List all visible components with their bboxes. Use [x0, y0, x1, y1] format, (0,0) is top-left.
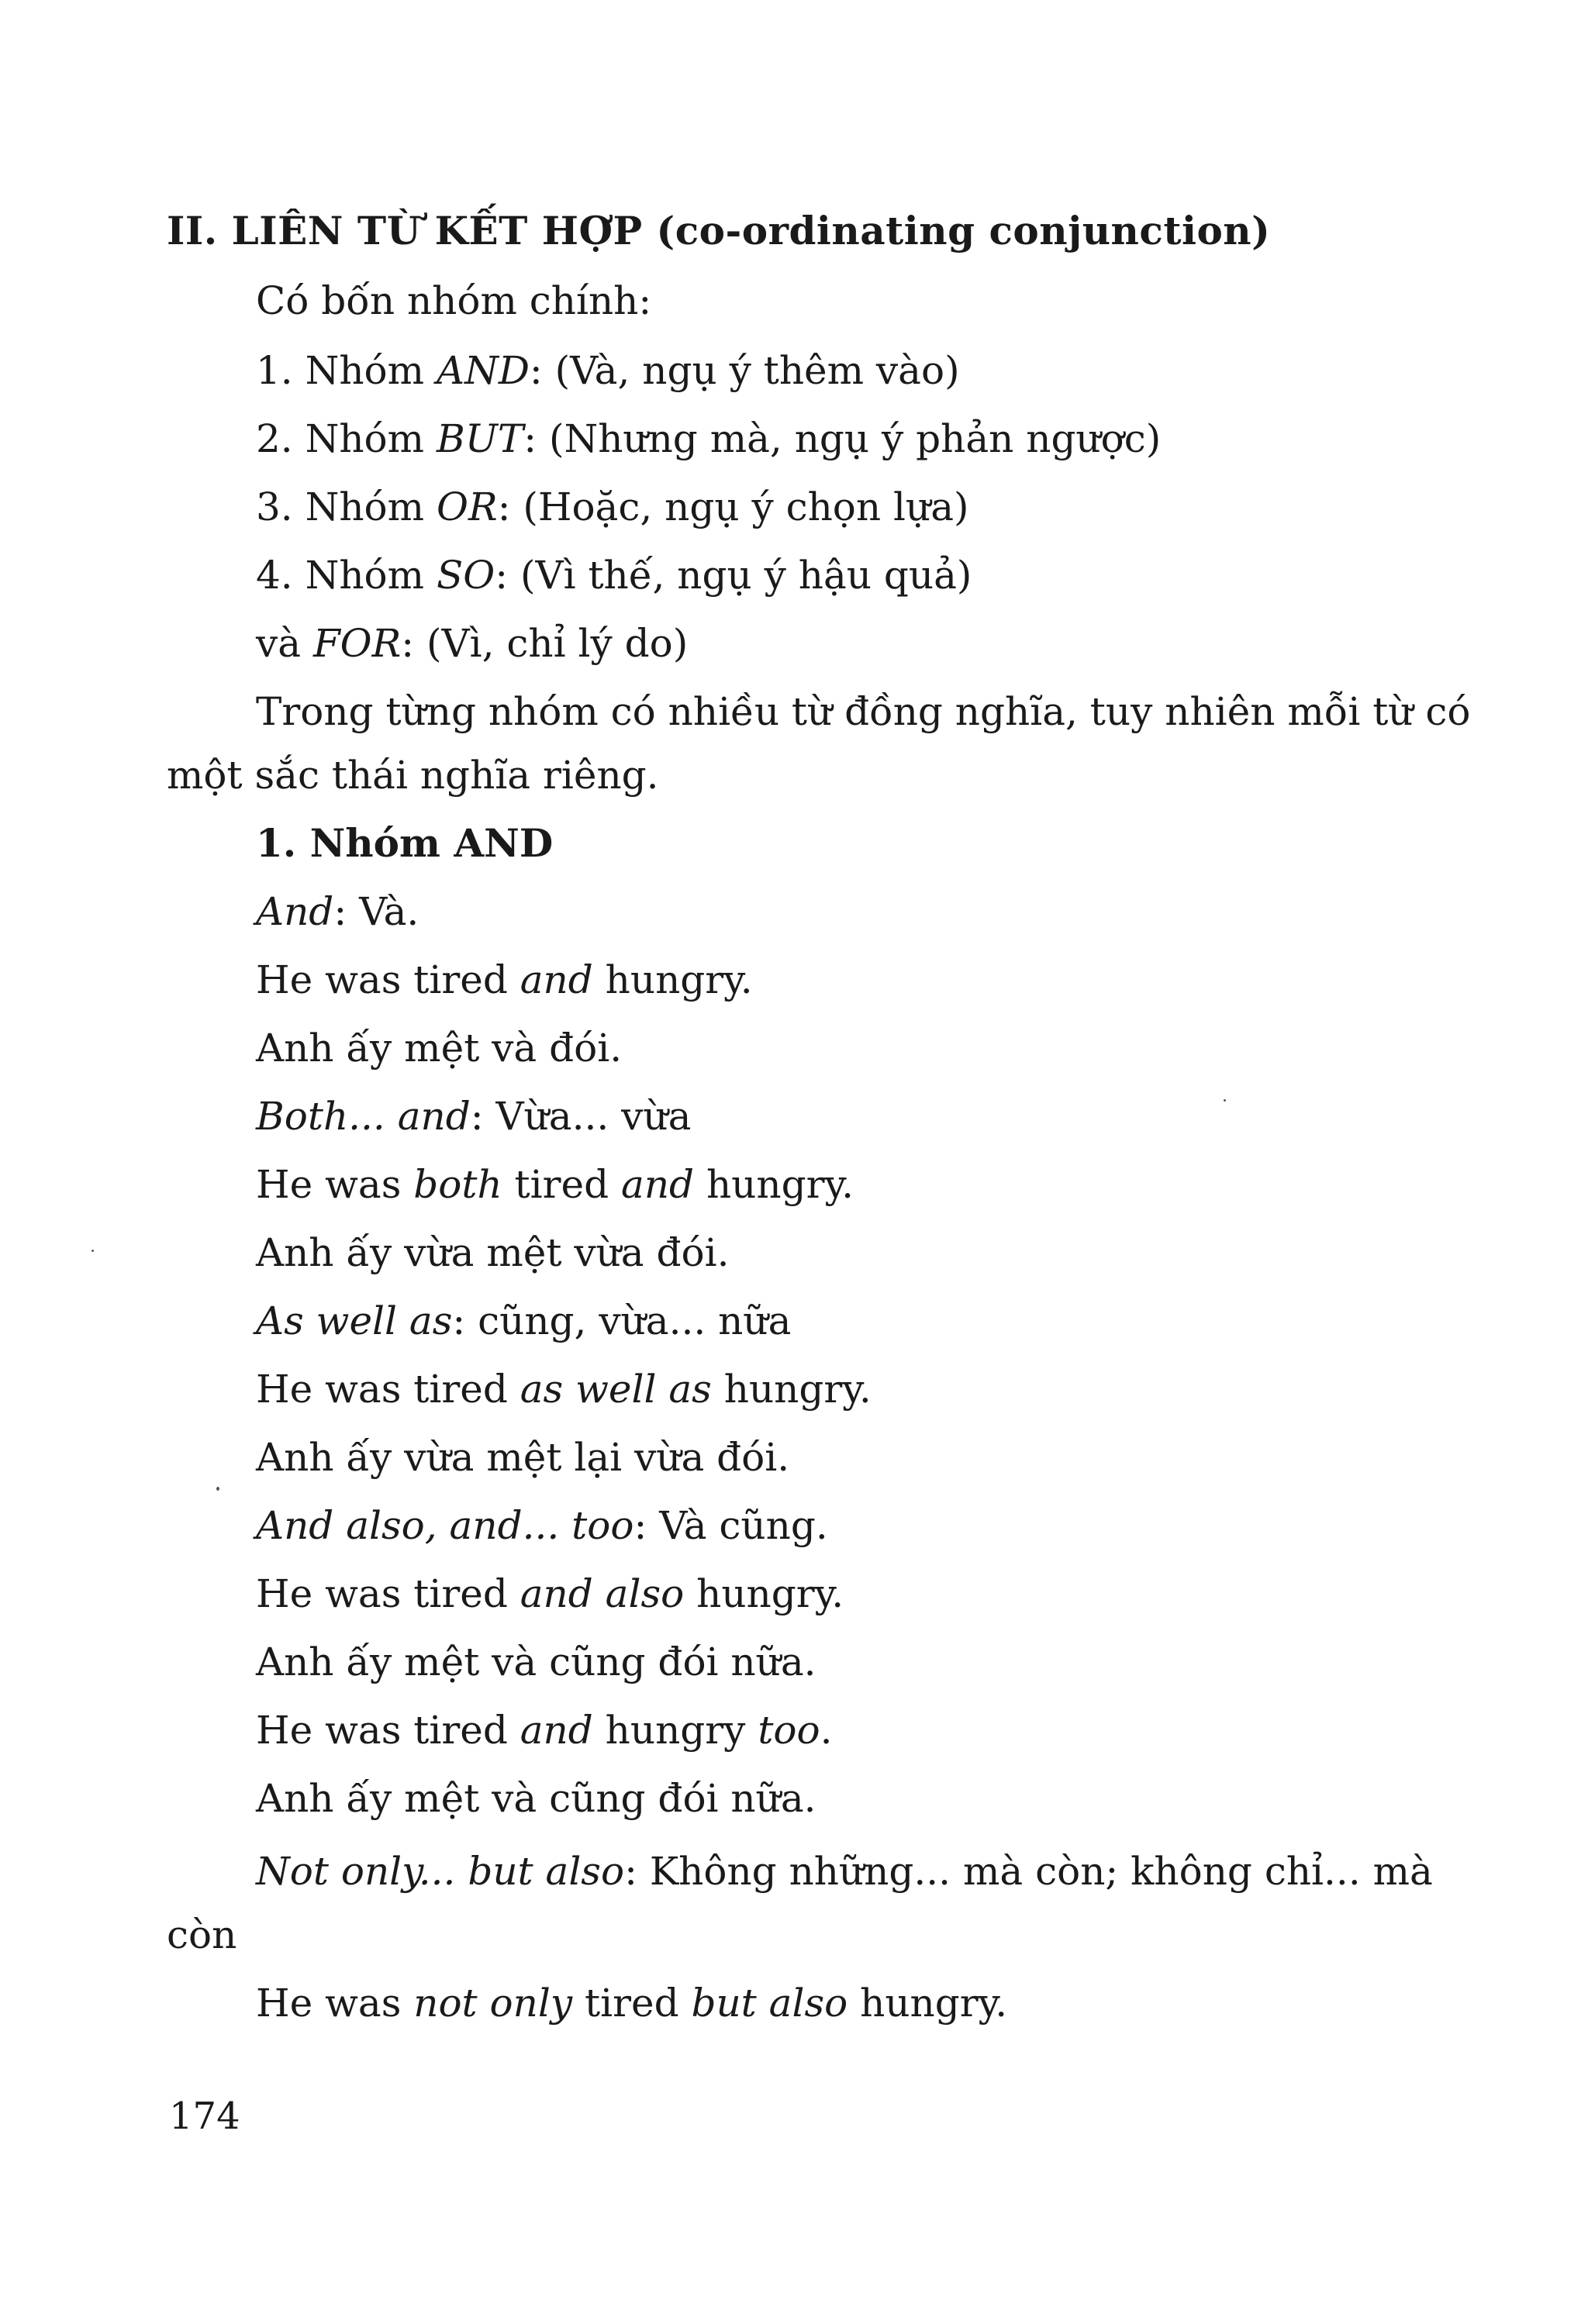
example-translation: Anh ấy mệt và cũng đói nữa. [256, 1776, 816, 1821]
example-translation: Anh ấy vừa mệt vừa đói. [256, 1230, 730, 1275]
term-definition: And: Và. [256, 889, 419, 934]
group-item: 3. Nhóm OR: (Hoặc, ngụ ý chọn lựa) [256, 484, 969, 529]
page-number: 174 [169, 2095, 240, 2138]
group-item: 1. Nhóm AND: (Và, ngụ ý thêm vào) [256, 348, 960, 393]
example-sentence: He was tired and hungry. [256, 957, 753, 1002]
note-text: Trong từng nhóm có nhiều từ đồng nghĩa, tuy nhiên mỗi từ có [256, 689, 1471, 734]
term-definition-continued: còn [167, 1912, 237, 1957]
term-definition: Not only... but also: Không những... mà còn; không chỉ... mà [256, 1849, 1433, 1894]
term-definition: Both... and: Vừa... vừa [256, 1094, 692, 1139]
subsection-heading: 1. Nhóm AND [256, 820, 554, 866]
example-translation: Anh ấy vừa mệt lại vừa đói. [256, 1435, 790, 1480]
group-item: và FOR: (Vì, chỉ lý do) [256, 621, 689, 666]
example-sentence: He was both tired and hungry. [256, 1162, 854, 1207]
example-translation: Anh ấy mệt và đói. [256, 1026, 623, 1071]
term-definition: And also, and... too: Và cũng. [256, 1503, 828, 1548]
group-item: 2. Nhóm BUT: (Nhưng mà, ngụ ý phản ngược) [256, 416, 1162, 461]
example-sentence: He was not only tired but also hungry. [256, 1981, 1008, 2026]
intro-text: Có bốn nhóm chính: [256, 278, 652, 323]
scan-speck [1224, 1099, 1226, 1102]
scan-speck [91, 1250, 94, 1252]
scan-speck [216, 1487, 219, 1491]
example-sentence: He was tired and hungry too. [256, 1708, 833, 1753]
note-text-continued: một sắc thái nghĩa riêng. [167, 753, 659, 798]
example-sentence: He was tired as well as hungry. [256, 1367, 872, 1412]
term-definition: As well as: cũng, vừa... nữa [256, 1298, 792, 1343]
example-sentence: He was tired and also hungry. [256, 1571, 844, 1616]
example-translation: Anh ấy mệt và cũng đói nữa. [256, 1640, 816, 1684]
section-heading: II. LIÊN TỪ KẾT HỢP (co-ordinating conjunction) [167, 208, 1271, 253]
group-item: 4. Nhóm SO: (Vì thế, ngụ ý hậu quả) [256, 553, 972, 598]
